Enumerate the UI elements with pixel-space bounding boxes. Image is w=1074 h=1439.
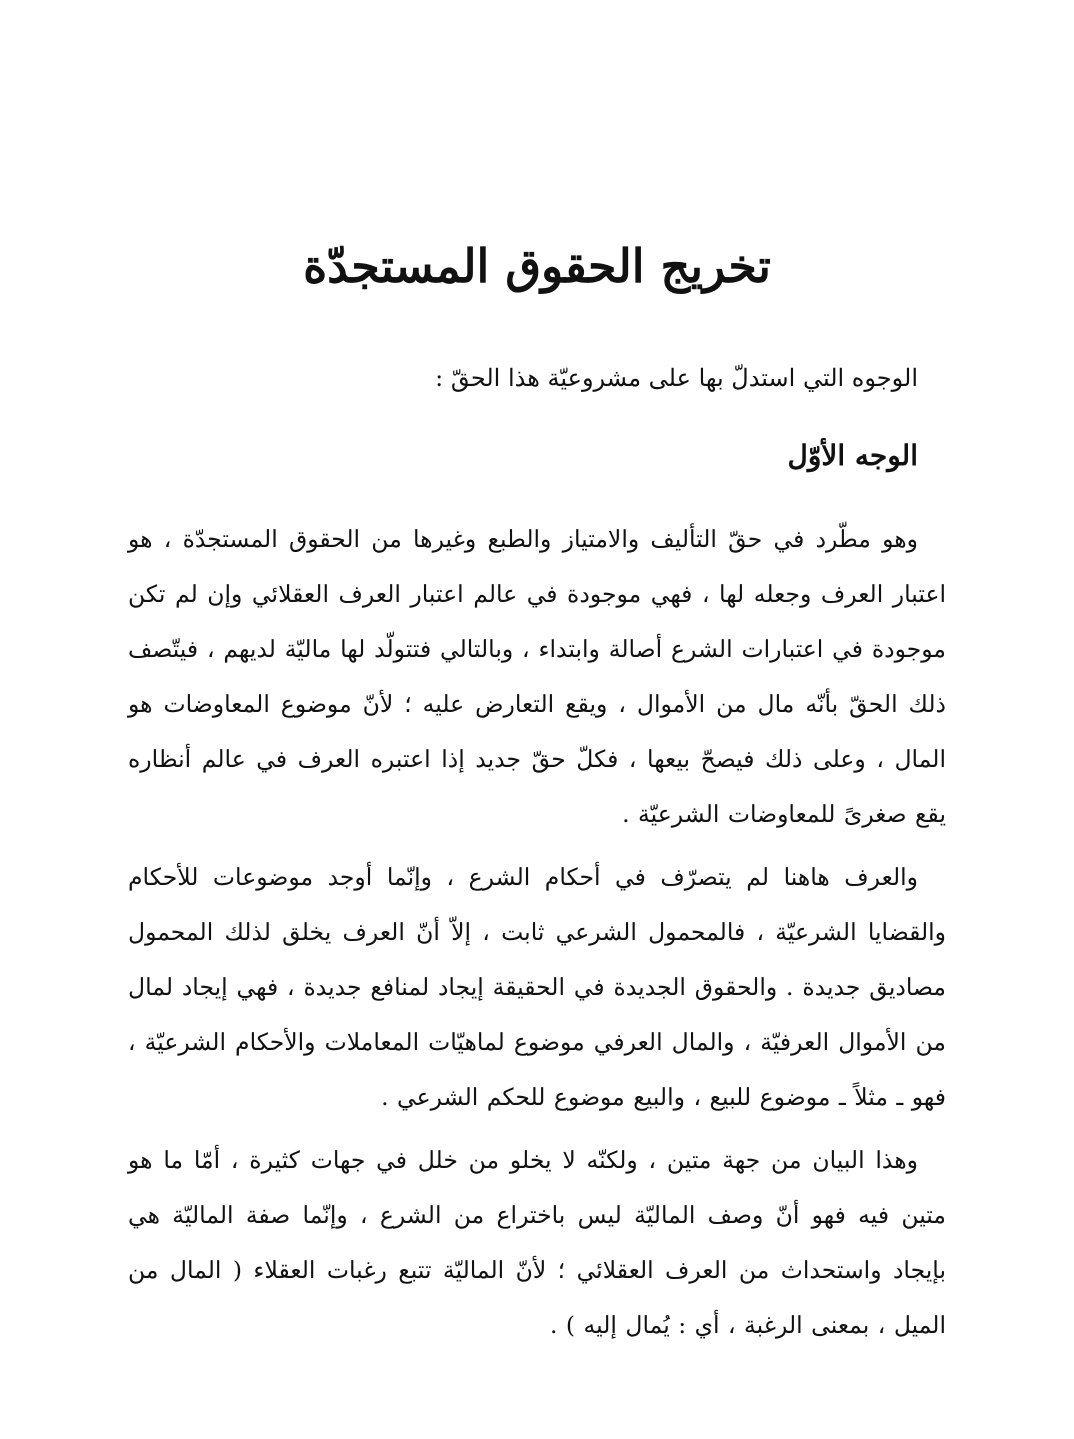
paragraph-2: والعرف هاهنا لم يتصرّف في أحكام الشرع ، وإنّما أوجد موضوعات للأحكام والقضايا الشرعيّة ، فالمحمول الشرعي ثابت ، إلاّ أنّ العرف يخلق لذلك المحمول مصاديق جديدة . والحقوق الجديدة في الحقيقة إيجاد لمنافع جديدة ، فهي إيجاد لمال من الأموال العرفيّة ، والمال العرفي موضوع لماهيّات المعاملات والأحكام الشرعيّة ، فهو ـ مثلاً ـ موضوع للبيع ، والبيع موضوع للحكم الشرعي . [128, 863, 946, 1111]
body-text [128, 512, 946, 1361]
paragraph-1: وهو مطّرد في حقّ التأليف والامتياز والطبع وغيرها من الحقوق المستجدّة ، هو اعتبار العرف وجعله لها ، فهي موجودة في عالم اعتبار العرف العقلائي وإن لم تكن موجودة في اعتبارات الشرع أصالة وابتداء ، وبالتالي فتتولّد لها ماليّة لديهم ، فيتّصف ذلك الحقّ بأنّه مال من الأموال ، ويقع التعارض عليه ؛ لأنّ موضوع المعاوضات هو المال ، وعلى ذلك فيصحّ بيعها ، فكلّ حقّ جديد إذا اعتبره العرف في عالم أنظاره يقع صغرىً للمعاوضات الشرعيّة . [128, 525, 946, 828]
section-heading: الوجه الأوّل [787, 439, 918, 472]
page-title: تخريج الحقوق المستجدّة [303, 239, 771, 293]
paragraph-3: وهذا البيان من جهة متين ، ولكنّه لا يخلو من خلل في جهات كثيرة ، أمّا ما هو متين فيه فهو أنّ وصف الماليّة ليس باختراع من الشرع ، وإنّما صفة الماليّة هي بإيجاد واستحداث من العرف العقلائي ؛ لأنّ الماليّة تتبع رغبات العقلاء ( المال من الميل ، بمعنى الرغبة ، أي : يُمال إليه ) . [128, 1146, 946, 1339]
intro-line: الوجوه التي استدلّ بها على مشروعيّة هذا الحقّ : [435, 364, 918, 392]
